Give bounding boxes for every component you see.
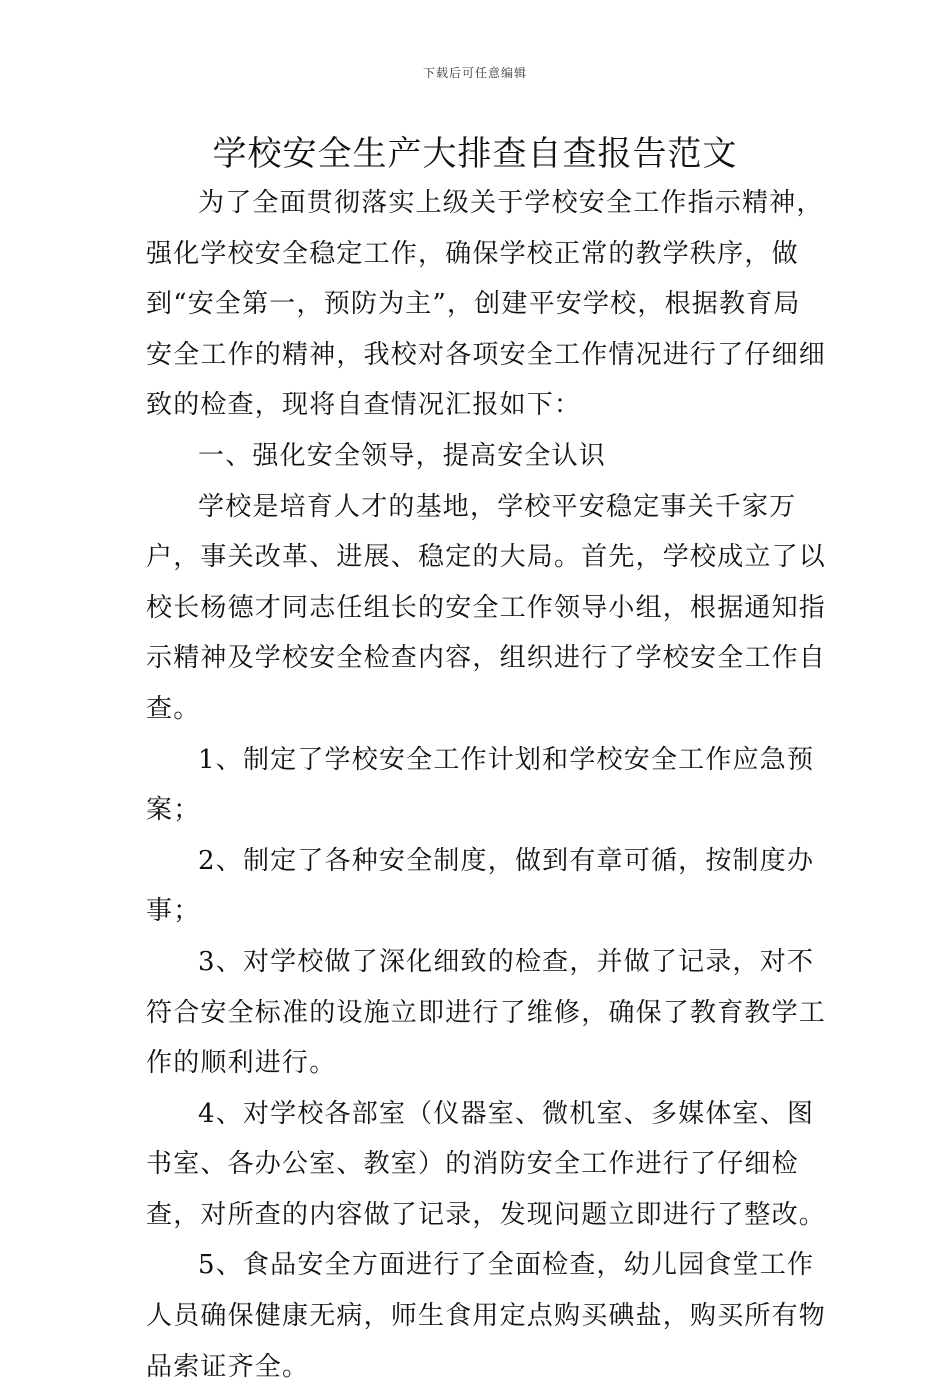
list-item-2: 2、制定了各种安全制度，做到有章可循，按制度办事；	[146, 845, 815, 927]
document-body	[146, 178, 826, 1392]
paragraph-section-1: 学校是培育人才的基地，学校平安稳定事关千家万户，事关改革、进展、稳定的大局。首先，学校成立了以校长杨德才同志任组长的安全工作领导小组，根据通知指示精神及学校安全检查内容，组织进行了学校安全工作自查。	[146, 491, 827, 724]
header-note: 下载后可任意编辑	[422, 66, 527, 80]
list-item-5: 5、食品安全方面进行了全面检查，幼儿园食堂工作人员确保健康无病，师生食用定点购买碘盐，购买所有物品索证齐全。	[146, 1250, 827, 1382]
list-item-1: 1、制定了学校安全工作计划和学校安全工作应急预案；	[146, 744, 815, 826]
list-item-3: 3、对学校做了深化细致的检查，并做了记录，对不符合安全标准的设施立即进行了维修，确保了教育教学工作的顺利进行。	[146, 946, 827, 1079]
paragraph-intro: 为了全面贯彻落实上级关于学校安全工作指示精神，强化学校安全稳定工作，确保学校正常的教学秩序，做到“安全第一，预防为主”，创建平安学校，根据教育局安全工作的精神，我校对各项安全工作情况进行了仔细细致的检查，现将自查情况汇报如下：	[146, 188, 827, 421]
document-title: 学校安全生产大排查自查报告范文	[212, 134, 738, 174]
section-heading-1: 一、强化安全领导，提高安全认识	[198, 440, 607, 471]
list-item-4: 4、对学校各部室（仪器室、微机室、多媒体室、图书室、各办公室、教室）的消防安全工作进行了仔细检查，对所查的内容做了记录，发现问题立即进行了整改。	[146, 1098, 827, 1230]
